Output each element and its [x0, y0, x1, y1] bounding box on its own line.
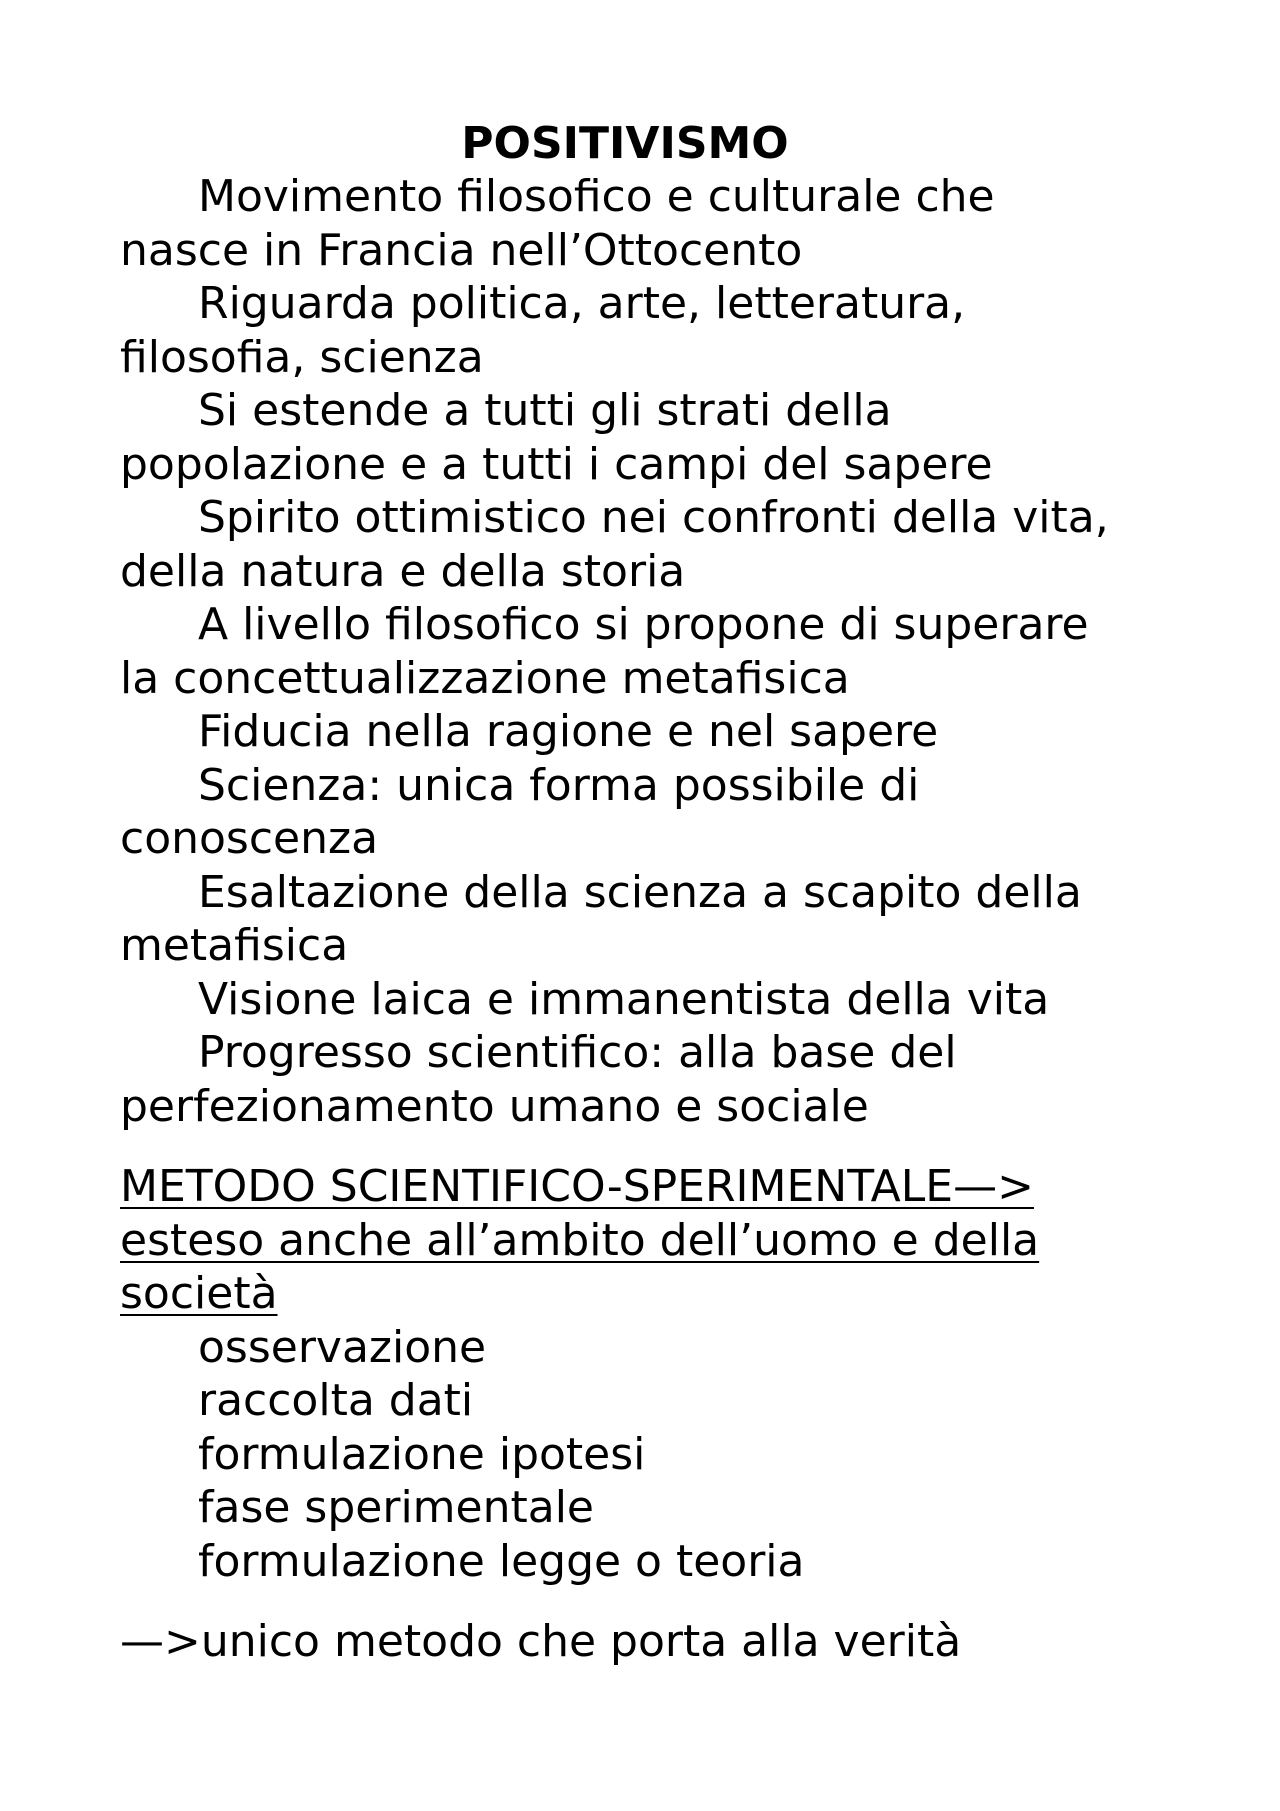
paragraph-list	[120, 170, 1130, 1133]
document-page	[120, 117, 1130, 1669]
method-step: formulazione legge o teoria	[198, 1535, 805, 1587]
paragraph: Esaltazione della scienza a scapito della metafisica	[120, 866, 1082, 971]
spacer	[120, 1588, 1130, 1615]
paragraph: Visione laica e immanentista della vita	[198, 973, 1050, 1025]
method-heading: METODO SCIENTIFICO-SPERIMENTALE—> esteso anche all’ambito dell’uomo e della società	[120, 1161, 1040, 1319]
paragraph: Spirito ottimistico nei confronti della vita, della natura e della storia	[120, 492, 1109, 597]
method-step: formulazione ipotesi	[198, 1428, 646, 1480]
paragraph: Si estende a tutti gli strati della popolazione e a tutti i campi del sapere	[120, 385, 993, 490]
method-step: raccolta dati	[198, 1375, 474, 1426]
paragraph: Fiducia nella ragione e nel sapere	[198, 706, 939, 757]
method-conclusion: —>unico metodo che porta alla verità	[120, 1616, 962, 1667]
paragraph: Riguarda politica, arte, letteratura, filosofia, scienza	[120, 278, 966, 383]
method-steps	[120, 1321, 1130, 1589]
paragraph: A livello filosofico si propone di superare la concettualizzazione metafisica	[120, 599, 1089, 704]
paragraph: Progresso scientifico: alla base del perfezionamento umano e sociale	[120, 1027, 957, 1132]
method-step: fase sperimentale	[198, 1482, 594, 1533]
spacer	[120, 1133, 1130, 1160]
paragraph: Scienza: unica forma possibile di conoscenza	[120, 759, 920, 864]
method-step: osservazione	[198, 1321, 487, 1373]
document-title: POSITIVISMO	[461, 118, 789, 169]
paragraph: Movimento filosofico e culturale che nasce in Francia nell’Ottocento	[120, 171, 995, 276]
